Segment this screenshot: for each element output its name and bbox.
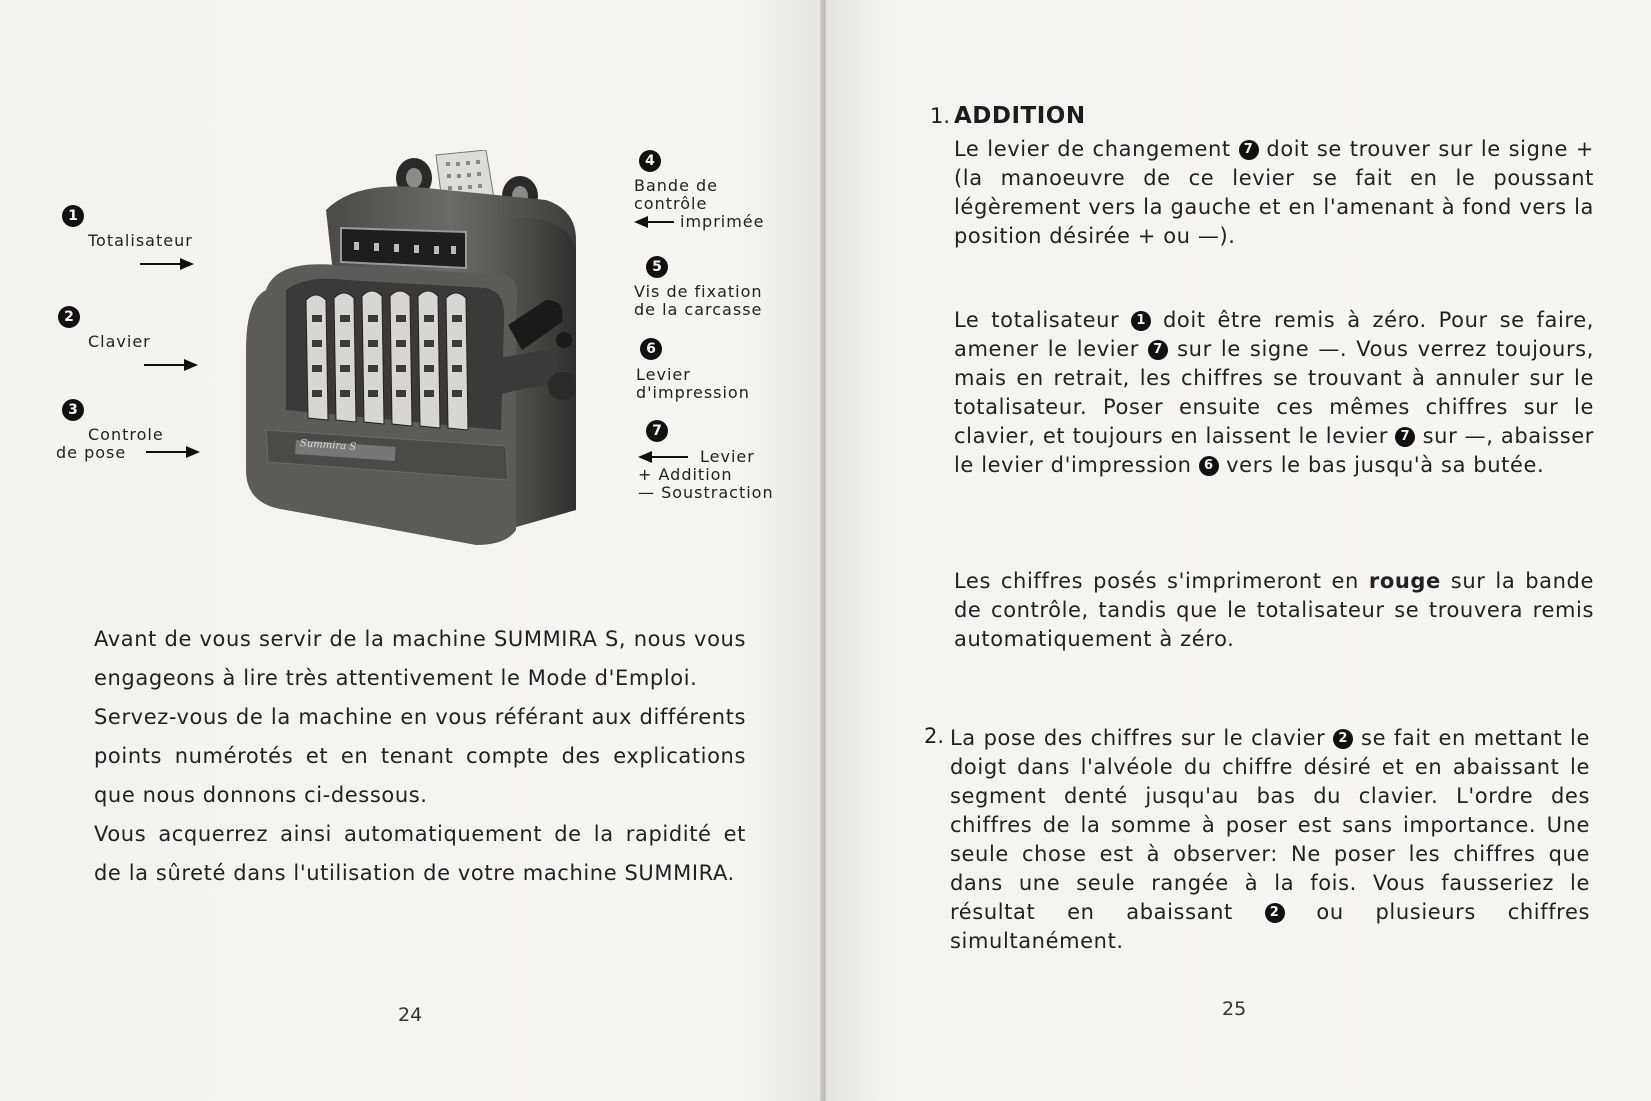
callout-number-badge: 6	[640, 338, 662, 360]
text-run: doit être remis à zéro. Pour se faire, amener le levier	[954, 308, 1594, 361]
text-run: sur —, abaisser le levier d'impression	[954, 424, 1595, 477]
text-run: Les chiffres posés s'imprimeront en	[954, 569, 1359, 593]
text-run: sur le signe —. Vous verrez toujours, mais en retrait, les chiffres se trouvant à annuler sur le totalisateur. Poser ensuite ces mêmes chiffres sur le clavier, et toujours en laissent le levier	[954, 337, 1594, 448]
callout-levier-addition-soustraction	[646, 420, 668, 442]
callout-label-imprimee: imprimée	[680, 212, 765, 231]
reference-badge: 7	[1395, 427, 1415, 447]
intro-text	[94, 620, 746, 893]
text-run: se fait en mettant le doigt dans l'alvéole du chiffre désiré et en abaissant le segment denté jusqu'au bas du clavier. L'ordre des chiffres de la somme à poser est sans importance. Une seule chose est à observer: Ne poser les chiffres que dans une seule rangée à la fois. Vous fausseriez le résultat en abaissant	[950, 726, 1590, 924]
machine-name-plate: Summira S	[299, 438, 357, 453]
intro-paragraph: Avant de vous servir de la machine SUMMIRA S, nous vous engageons à lire très attentivement le Mode d'Emploi.	[94, 627, 746, 690]
text-run: La pose des chiffres sur le clavier	[950, 726, 1326, 750]
page-number: 25	[1222, 998, 1247, 1020]
callout-number-badge: 4	[639, 150, 661, 172]
section-number: 2.	[924, 724, 945, 748]
reference-badge: 6	[1199, 456, 1219, 476]
callout-label-soustraction: — Soustraction	[638, 483, 774, 502]
intro-paragraph: Vous acquerrez ainsi automatiquement de la rapidité et de la sûreté dans l'utilisation de votre machine SUMMIRA.	[94, 822, 746, 885]
arrow-left-icon	[638, 450, 690, 464]
reference-badge: 2	[1333, 729, 1353, 749]
callout-label-de-la-carcasse: de la carcasse	[634, 300, 763, 319]
callout-number-badge: 1	[62, 205, 84, 227]
addition-paragraph-3	[954, 567, 1594, 654]
callout-vis-de-fixation	[646, 256, 668, 278]
section-number: 1.	[930, 104, 951, 128]
callout-number-badge: 2	[58, 306, 80, 328]
callout-label-addition: + Addition	[638, 465, 733, 484]
arrow-right-icon	[146, 444, 202, 460]
text-run: doit se trouver sur le signe + (la manoeuvre de ce levier se fait en le poussant légèrement vers la gauche et en l'amenant à fond vers la position désirée + ou —).	[954, 137, 1594, 248]
emphasis-rouge: rouge	[1368, 569, 1441, 593]
callout-label-totalisateur: Totalisateur	[88, 231, 193, 250]
callout-label-bande-de: Bande de	[634, 176, 719, 195]
callout-number-badge: 5	[646, 256, 668, 278]
callout-totalisateur	[62, 205, 84, 227]
callout-label-levier: Levier	[636, 365, 691, 384]
reference-badge: 7	[1239, 140, 1259, 160]
intro-paragraph: Servez-vous de la machine en vous référant aux différents points numérotés et en tenant compte des explications que nous donnons ci-dessous.	[94, 705, 746, 807]
reference-badge: 2	[1265, 903, 1285, 923]
reference-badge: 1	[1131, 311, 1151, 331]
text-run: ou plusieurs chiffres simultanément.	[950, 900, 1591, 953]
callout-levier-impression	[640, 338, 662, 360]
callout-label-vis-de-fixation: Vis de fixation	[634, 282, 763, 301]
callout-label-de-pose: de pose	[56, 443, 127, 462]
arrow-right-icon	[144, 357, 200, 373]
right-page	[826, 0, 1651, 1101]
callout-bande-de-controle	[639, 150, 661, 172]
callout-number-badge: 7	[646, 420, 668, 442]
reference-badge: 7	[1148, 340, 1168, 360]
callout-number-badge: 3	[62, 399, 84, 421]
section-title: ADDITION	[954, 103, 1086, 129]
left-page	[0, 0, 822, 1101]
callout-label-impression: d'impression	[636, 383, 750, 402]
callout-label-controle: Controle	[88, 425, 164, 444]
pose-paragraph	[950, 724, 1590, 956]
text-run: Le totalisateur	[954, 308, 1120, 332]
callout-controle-de-pose	[62, 399, 84, 421]
addition-paragraph-1	[954, 135, 1594, 251]
text-run: Le levier de changement	[954, 137, 1231, 161]
arrow-left-icon	[634, 215, 676, 229]
callout-label-controle: contrôle	[634, 194, 708, 213]
page-number: 24	[398, 1004, 423, 1026]
callout-label-clavier: Clavier	[88, 332, 151, 351]
addition-paragraph-2	[954, 306, 1594, 480]
summira-adding-machine-photo	[246, 150, 608, 574]
text-run: sur la bande de contrôle, tandis que le totalisateur se trouvera remis automatiquement à zéro.	[954, 569, 1594, 651]
arrow-right-icon	[140, 256, 196, 272]
text-run: vers le bas jusqu'à sa butée.	[1226, 453, 1545, 477]
callout-clavier	[58, 306, 80, 328]
callout-label-levier: Levier	[700, 447, 755, 466]
